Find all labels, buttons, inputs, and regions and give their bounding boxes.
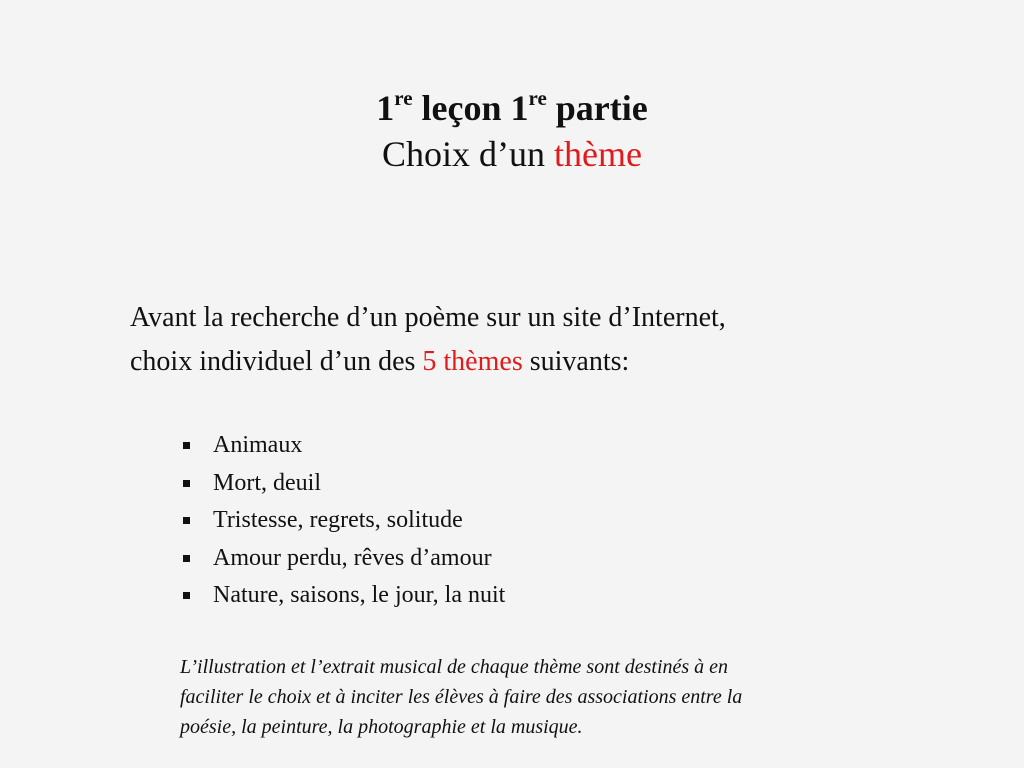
list-item — [182, 540, 505, 578]
square-bullet-icon — [183, 592, 190, 599]
square-bullet-icon — [183, 442, 190, 449]
intro-line-2 — [130, 340, 930, 384]
list-item — [182, 502, 505, 540]
title-number-1: 1 — [376, 88, 395, 128]
square-bullet-icon — [183, 480, 190, 487]
list-item — [182, 577, 505, 615]
intro-line-2-after: suivants: — [529, 346, 630, 377]
intro-highlight: 5 thèmes — [422, 346, 523, 377]
title-heading — [0, 84, 1024, 132]
title-number-2: 1 — [510, 88, 529, 128]
italic-note — [180, 652, 860, 742]
intro-line-1: Avant la recherche d’un poème sur un site d’Internet, — [130, 302, 726, 333]
square-bullet-icon — [183, 555, 190, 562]
theme-label: Animaux — [213, 432, 303, 458]
note-line-3: poésie, la peinture, la photographie et la musique. — [180, 716, 583, 738]
intro-paragraph — [130, 296, 930, 384]
title-superscript-2: re — [528, 86, 547, 110]
theme-list — [182, 427, 505, 615]
theme-label: Mort, deuil — [213, 469, 321, 496]
note-line-1: L’illustration et l’extrait musical de chaque thème sont destinés à en — [180, 656, 729, 678]
subtitle-highlight: thème — [554, 134, 642, 174]
subtitle-text: Choix d’un — [382, 134, 546, 174]
slide-title — [0, 84, 1024, 176]
list-item — [182, 465, 505, 503]
theme-label: Tristesse, regrets, solitude — [213, 507, 463, 534]
list-item — [182, 427, 505, 465]
title-word-partie: partie — [555, 88, 648, 128]
title-word-lecon: leçon — [421, 88, 502, 128]
intro-line-2-before: choix individuel d’un des — [130, 346, 416, 377]
title-subtitle — [0, 132, 1024, 176]
theme-label: Amour perdu, rêves d’amour — [213, 544, 492, 571]
note-line-2: faciliter le choix et à inciter les élèves à faire des associations entre la — [180, 686, 743, 708]
square-bullet-icon — [183, 517, 190, 524]
title-superscript-1: re — [394, 86, 413, 110]
theme-label: Nature, saisons, le jour, la nuit — [213, 582, 506, 609]
